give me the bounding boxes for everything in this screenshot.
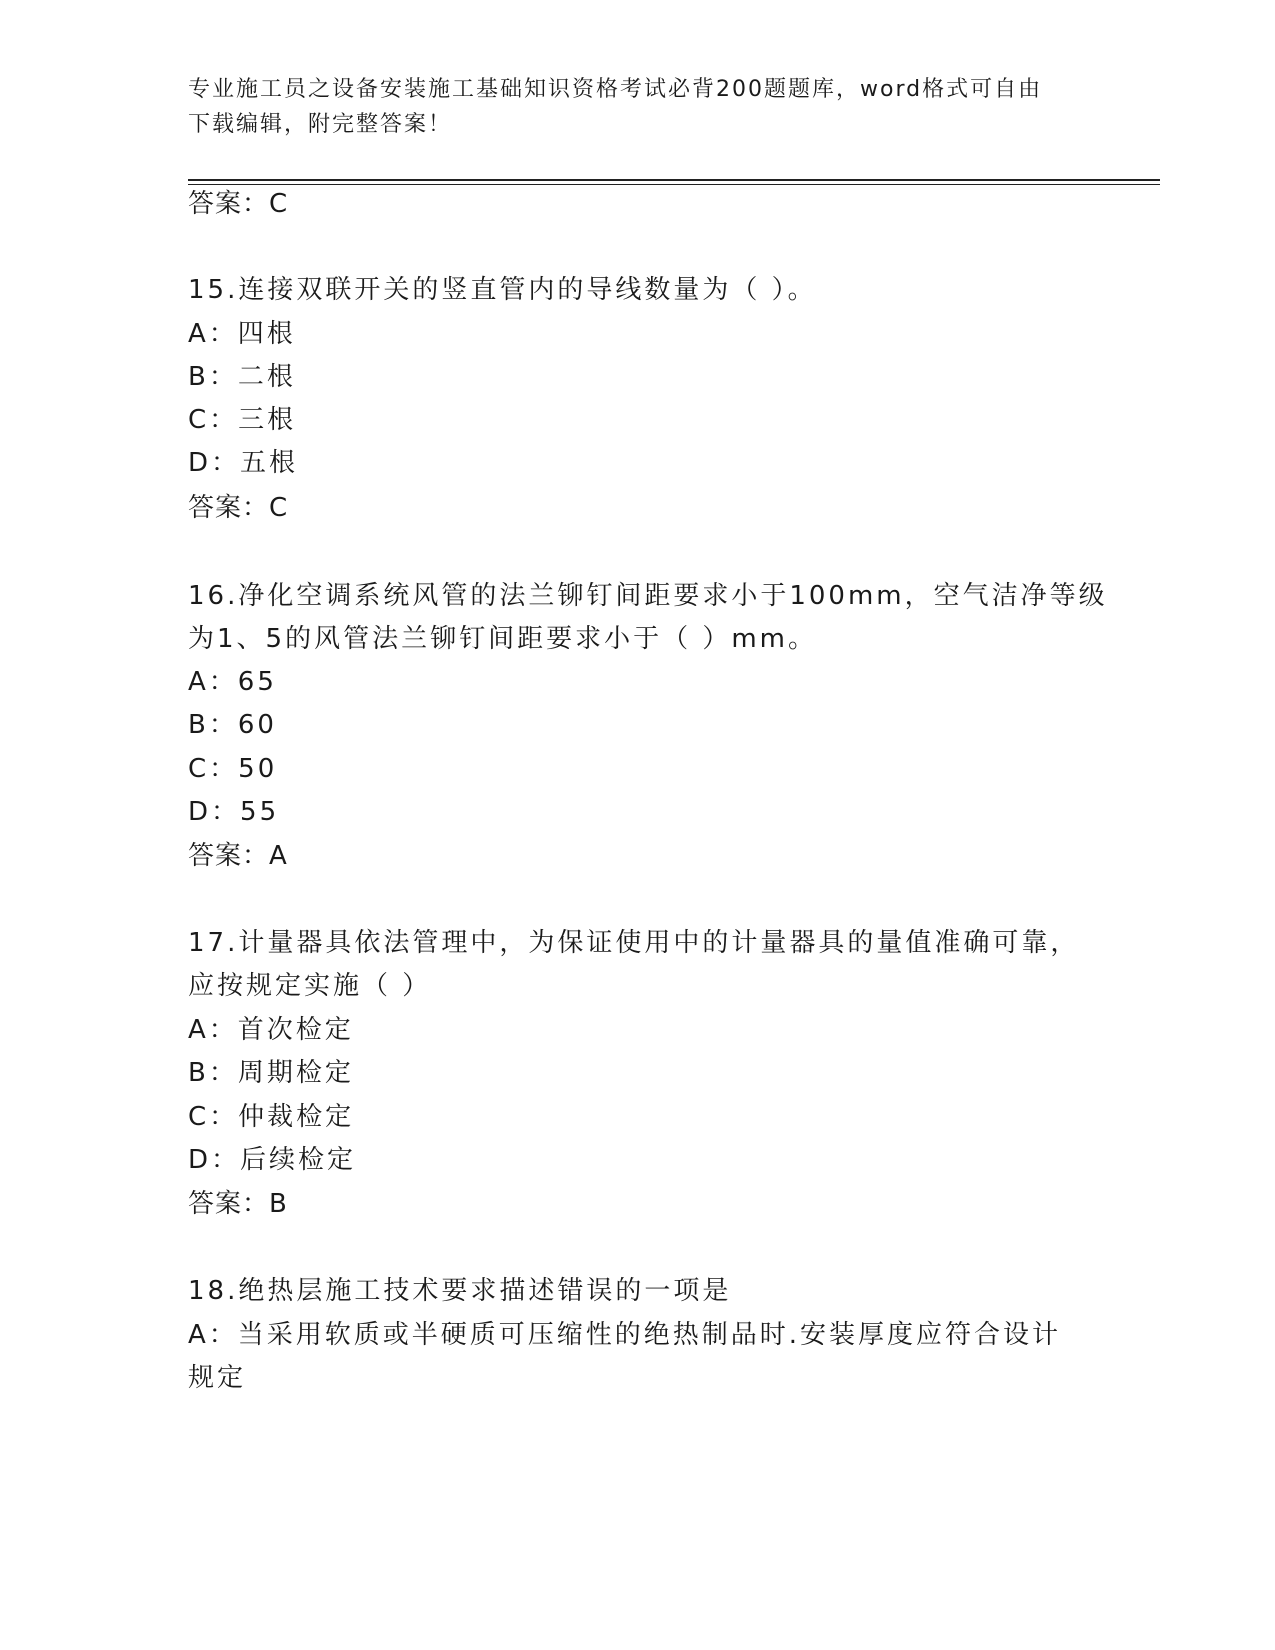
option-c: C：50: [188, 754, 278, 784]
option-a: A：首次检定: [188, 1015, 354, 1045]
header-divider-thin: [188, 184, 1160, 185]
question-stem: 18.绝热层施工技术要求描述错误的一项是: [188, 1276, 732, 1306]
option-b: B：二根: [188, 362, 296, 392]
answer-line: 答案：C: [188, 493, 289, 523]
option-d: D：五根: [188, 448, 299, 478]
question-stem-cont: 为1、5的风管法兰铆钉间距要求小于（ ）mm。: [188, 624, 818, 654]
header-divider: [188, 179, 1160, 181]
option-d: D：后续检定: [188, 1145, 357, 1175]
question-stem: 17.计量器具依法管理中，为保证使用中的计量器具的量值准确可靠，: [188, 928, 1080, 958]
question-stem: 16.净化空调系统风管的法兰铆钉间距要求小于100mm，空气洁净等级: [188, 581, 1108, 611]
option-c: C：三根: [188, 405, 297, 435]
option-a: A：65: [188, 667, 277, 697]
answer-line: 答案：C: [188, 189, 289, 219]
option-a-cont: 规定: [188, 1363, 247, 1393]
header-line-2: 下载编辑，附完整答案！: [188, 112, 453, 137]
question-stem-cont: 应按规定实施（ ）: [188, 971, 432, 1001]
question-stem: 15.连接双联开关的竖直管内的导线数量为（ ）。: [188, 275, 817, 305]
option-b: B：60: [188, 710, 277, 740]
option-b: B：周期检定: [188, 1058, 354, 1088]
option-c: C：仲裁检定: [188, 1102, 355, 1132]
answer-line: 答案：A: [188, 841, 288, 871]
page-header: [188, 72, 1068, 142]
header-line-1: 专业施工员之设备安装施工基础知识资格考试必背200题题库，word格式可自由: [188, 77, 1043, 102]
option-a: A：四根: [188, 319, 296, 349]
option-a: A：当采用软质或半硬质可压缩性的绝热制品时.安装厚度应符合设计: [188, 1320, 1062, 1350]
answer-line: 答案：B: [188, 1189, 288, 1219]
option-d: D：55: [188, 797, 280, 827]
